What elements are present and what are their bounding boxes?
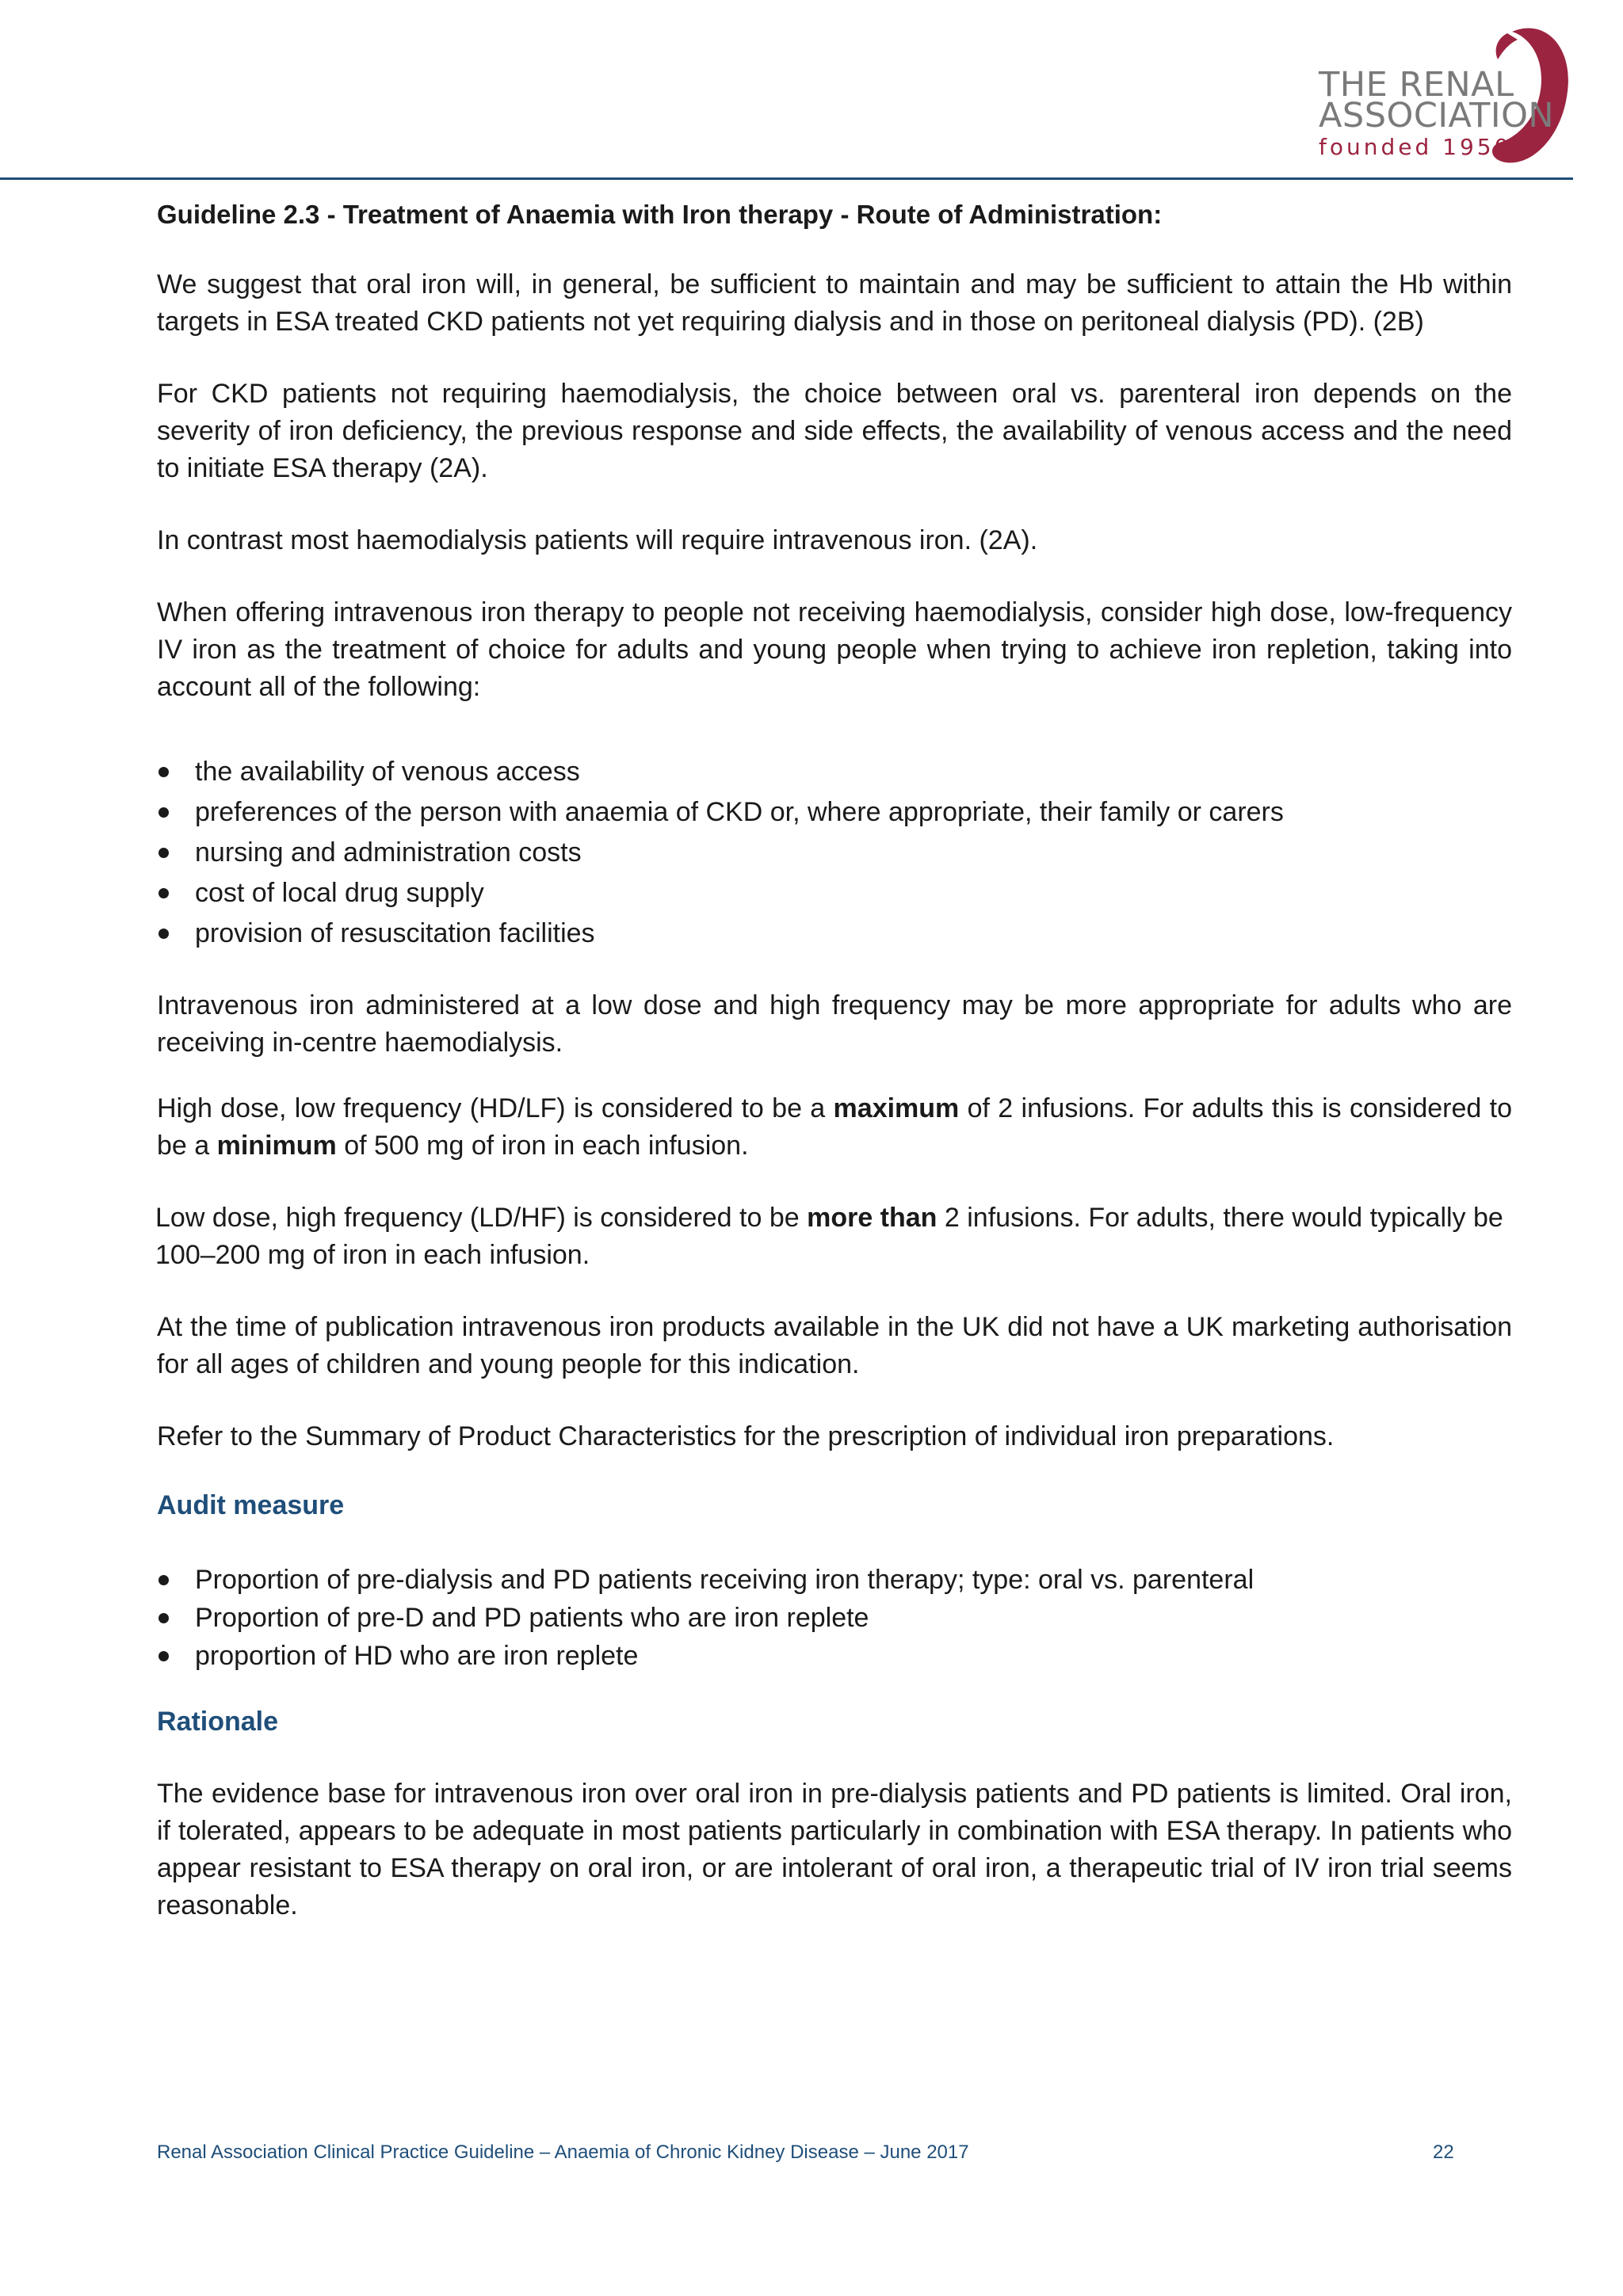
list-item	[157, 873, 1512, 913]
list-item-text: preferences of the person with anaemia of CKD or, where appropriate, their family or carers	[195, 797, 1284, 827]
list-item-text: Proportion of pre-D and PD patients who are iron replete	[195, 1603, 869, 1633]
text-run: 2 infusions. For adults, there would typically be 100–200 mg of iron in each infusion.	[155, 1203, 1503, 1270]
paragraph-rationale: The evidence base for intravenous iron over oral iron in pre-dialysis patients and PD patients is limited. Oral iron, if tolerated, appears to be adequate in most patients particularly in combination with ESA therapy. In patients who appear resistant to ESA therapy on oral iron, or are intolerant of oral iron, a therapeutic trial of IV iron trial seems reasonable.	[157, 1779, 1512, 1920]
paragraph-oral-iron: We suggest that oral iron will, in general, be sufficient to maintain and may be sufficient to attain the Hb within targets in ESA treated CKD patients not yet requiring dialysis and in those on peritoneal dialysis (PD). (2B)	[157, 269, 1512, 337]
list-item-text: cost of local drug supply	[195, 878, 484, 908]
list-item-text: nursing and administration costs	[195, 837, 582, 868]
list-item-text: provision of resuscitation facilities	[195, 918, 595, 948]
list-item	[157, 833, 1512, 873]
header-divider	[0, 177, 1573, 180]
text-run: of 500 mg of iron in each infusion.	[336, 1131, 749, 1161]
page-footer: Renal Association Clinical Practice Guideline – Anaemia of Chronic Kidney Disease – June 2017	[157, 2142, 969, 2163]
logo-title-line1: THE RENAL	[1319, 65, 1514, 105]
list-item	[157, 792, 1512, 833]
considerations-list	[157, 752, 1512, 954]
emphasis-more-than: more than	[807, 1203, 938, 1233]
text-run: Low dose, high frequency (LD/HF) is considered to be	[155, 1203, 808, 1233]
list-item	[157, 913, 1512, 954]
list-item-text: proportion of HD who are iron replete	[195, 1641, 639, 1671]
paragraph-spc-reference: Refer to the Summary of Product Characteristics for the prescription of individual iron preparations.	[157, 1421, 1335, 1451]
bullet-icon	[158, 848, 169, 858]
paragraph-haemodialysis: In contrast most haemodialysis patients will require intravenous iron. (2A).	[157, 525, 1038, 555]
emphasis-maximum: maximum	[833, 1093, 960, 1123]
paragraph-marketing-authorisation: At the time of publication intravenous iron products available in the UK did not have a UK marketing authorisation for all ages of children and young people for this indication.	[157, 1312, 1512, 1379]
bullet-icon	[158, 1651, 169, 1661]
paragraph-ldhf-definition	[155, 1199, 1512, 1274]
bullet-icon	[158, 929, 169, 939]
text-run: High dose, low frequency (HD/LF) is considered to be a	[157, 1093, 834, 1123]
list-item	[157, 1637, 1512, 1675]
logo-title-line2: ASSOCIATION	[1319, 96, 1555, 135]
rationale-title: Rationale	[157, 1707, 279, 1737]
bullet-icon	[158, 1613, 169, 1623]
list-item	[157, 1599, 1512, 1637]
bullet-icon	[158, 767, 169, 777]
bullet-icon	[158, 1575, 169, 1585]
paragraph-iv-offering: When offering intravenous iron therapy to people not receiving haemodialysis, consider high dose, low-frequency IV iron as the treatment of choice for adults and young people when trying to achieve iron repletion, taking into account all of the following:	[157, 597, 1512, 702]
renal-association-logo	[1300, 16, 1577, 174]
bullet-icon	[158, 888, 169, 898]
guideline-heading: Guideline 2.3 - Treatment of Anaemia with Iron therapy - Route of Administration:	[157, 200, 1163, 229]
document-body	[157, 196, 1512, 1959]
logo-founded: founded 1950	[1319, 134, 1512, 160]
paragraph-hdlf-definition	[157, 1090, 1512, 1165]
emphasis-minimum: minimum	[216, 1131, 337, 1161]
list-item-text: Proportion of pre-dialysis and PD patients receiving iron therapy; type: oral vs. parenteral	[195, 1565, 1254, 1595]
page-number: 22	[1433, 2142, 1454, 2163]
text-run: of 2 infusions. For adults this is considered to be a	[157, 1093, 1512, 1161]
paragraph-ckd-choice: For CKD patients not requiring haemodialysis, the choice between oral vs. parenteral iron depends on the severity of iron deficiency, the previous response and side effects, the availability of venous access and the need to initiate ESA therapy (2A).	[157, 379, 1512, 483]
audit-measure-list	[157, 1561, 1512, 1675]
audit-measure-title: Audit measure	[157, 1490, 345, 1520]
list-item	[157, 1561, 1512, 1599]
list-item	[157, 752, 1512, 792]
paragraph-low-dose-hd: Intravenous iron administered at a low dose and high frequency may be more appropriate for adults who are receiving in-centre haemodialysis.	[157, 990, 1512, 1058]
list-item-text: the availability of venous access	[195, 757, 580, 787]
bullet-icon	[158, 807, 169, 818]
